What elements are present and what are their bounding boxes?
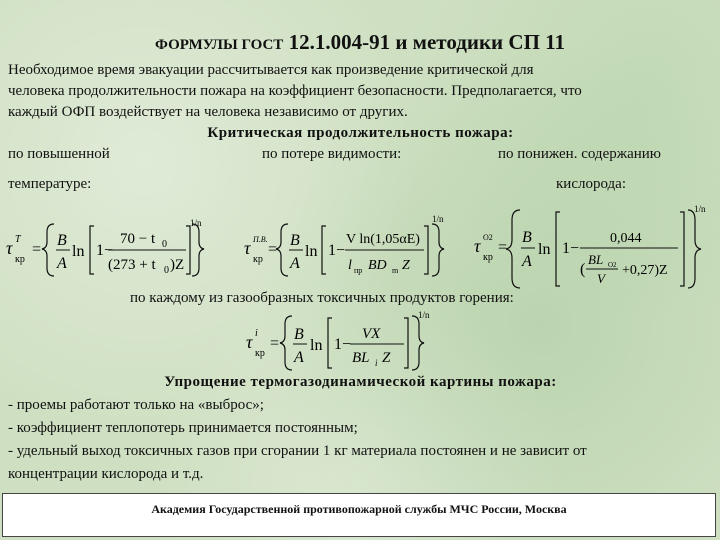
simplification-item: - удельный выход токсичных газов при сгорании 1 кг материала постоянен и не зависит от	[8, 443, 587, 459]
svg-text:Z: Z	[382, 350, 391, 366]
page-title	[0, 30, 720, 55]
formula-exponent: 1/n	[190, 218, 202, 228]
svg-text:0: 0	[162, 239, 167, 250]
svg-text:m: m	[392, 266, 399, 275]
svg-text:B: B	[290, 232, 300, 249]
svg-text:=: =	[270, 335, 280, 352]
svg-text:1/n: 1/n	[418, 310, 430, 320]
svg-text:1−: 1−	[334, 336, 352, 353]
formula-denominator: (273 + t	[108, 257, 156, 273]
svg-text:BL: BL	[588, 252, 604, 267]
svg-text:BL: BL	[352, 350, 370, 366]
svg-text:B: B	[522, 229, 532, 246]
svg-text:i: i	[255, 328, 258, 339]
svg-text:1/n: 1/n	[432, 214, 444, 224]
title-prefix: ФОРМУЛЫ ГОСТ	[155, 37, 284, 53]
svg-text:кр: кр	[255, 348, 265, 359]
svg-text:A: A	[290, 255, 300, 272]
svg-text:τ: τ	[246, 332, 253, 352]
svg-text:кр: кр	[253, 254, 263, 265]
criterion-oxygen-line1: по понижен. содержанию	[498, 146, 662, 162]
svg-text:1/n: 1/n	[694, 204, 706, 214]
formula-sup: T	[15, 234, 21, 245]
criterion-temperature-line2: температуре:	[8, 176, 92, 192]
title-main: 12.1.004-91 и методики СП 11	[288, 30, 565, 54]
criterion-oxygen-line2: кислорода:	[556, 176, 626, 192]
intro-line: каждый ОФП воздействует на человека независимо от других.	[8, 104, 408, 120]
svg-text:V: V	[597, 271, 605, 286]
formula-B: B	[57, 232, 67, 249]
formula-sub: кр	[15, 254, 25, 265]
svg-text:)Z: )Z	[170, 257, 185, 273]
svg-text:0: 0	[164, 265, 169, 276]
simplification-item: - коэффициент теплопотерь принимается постоянным;	[8, 420, 358, 436]
svg-text:O2: O2	[608, 261, 617, 269]
critical-duration-heading: Критическая продолжительность пожара:	[207, 125, 514, 141]
svg-text:1−: 1−	[562, 240, 580, 257]
svg-text:τ: τ	[244, 238, 251, 258]
svg-text:A: A	[294, 349, 304, 366]
simplification-item: концентрации кислорода и т.д.	[8, 466, 204, 482]
formula-numerator: V ln(1,05αE)	[346, 232, 420, 247]
simplification-item: - проемы работают только на «выброс»;	[8, 397, 264, 413]
svg-text:i: i	[375, 358, 378, 368]
svg-text:Z: Z	[402, 258, 410, 273]
svg-text:ln: ln	[310, 337, 323, 354]
svg-text:ln: ln	[305, 243, 318, 260]
svg-text:ln: ln	[538, 241, 551, 258]
formula-oxygen	[472, 204, 716, 292]
svg-text:B: B	[294, 326, 304, 343]
svg-text:кр: кр	[483, 252, 493, 263]
footer-institution: Академия Государственной противопожарной службы МЧС России, Москва	[2, 493, 716, 537]
criterion-visibility: по потере видимости:	[262, 146, 402, 162]
svg-text:l: l	[348, 258, 352, 273]
formula-toxic	[244, 308, 454, 372]
svg-text:+0,27)Z: +0,27)Z	[622, 263, 668, 278]
formula-A: A	[57, 255, 67, 272]
formula-visibility	[242, 212, 462, 284]
svg-text:A: A	[522, 253, 532, 270]
formula-lhs: τ	[6, 238, 13, 258]
formula-numerator: 70 − t	[120, 231, 156, 247]
criterion-temperature-line1: по повышенной	[8, 146, 110, 162]
simplification-heading: Упрощение термогазодинамической картины пожара:	[164, 374, 557, 390]
svg-text:τ: τ	[474, 236, 481, 256]
simplification-block	[8, 371, 713, 486]
svg-text:1−: 1−	[96, 242, 114, 259]
svg-text:=: =	[498, 239, 508, 256]
formula-numerator: VX	[362, 326, 381, 342]
intro-line: человека продолжительности пожара на коэффициент безопасности. Предполагается, что	[8, 83, 582, 99]
formula-temperature	[4, 212, 214, 284]
svg-text:=: =	[32, 241, 42, 258]
svg-text:1−: 1−	[328, 242, 346, 259]
toxic-products-label: по каждому из газообразных токсичных продуктов горения:	[130, 290, 514, 306]
formula-numerator: 0,044	[610, 231, 642, 246]
svg-text:O2: O2	[483, 233, 493, 242]
svg-text:(: (	[580, 261, 586, 278]
svg-text:пр: пр	[354, 266, 363, 275]
formula-ln: ln	[72, 243, 85, 260]
svg-text:BD: BD	[368, 258, 387, 273]
svg-text:=: =	[268, 241, 278, 258]
intro-line: Необходимое время эвакуации рассчитывается как произведение критической для	[8, 62, 534, 78]
intro-paragraph	[8, 60, 713, 144]
svg-text:П.В.: П.В.	[253, 235, 268, 244]
